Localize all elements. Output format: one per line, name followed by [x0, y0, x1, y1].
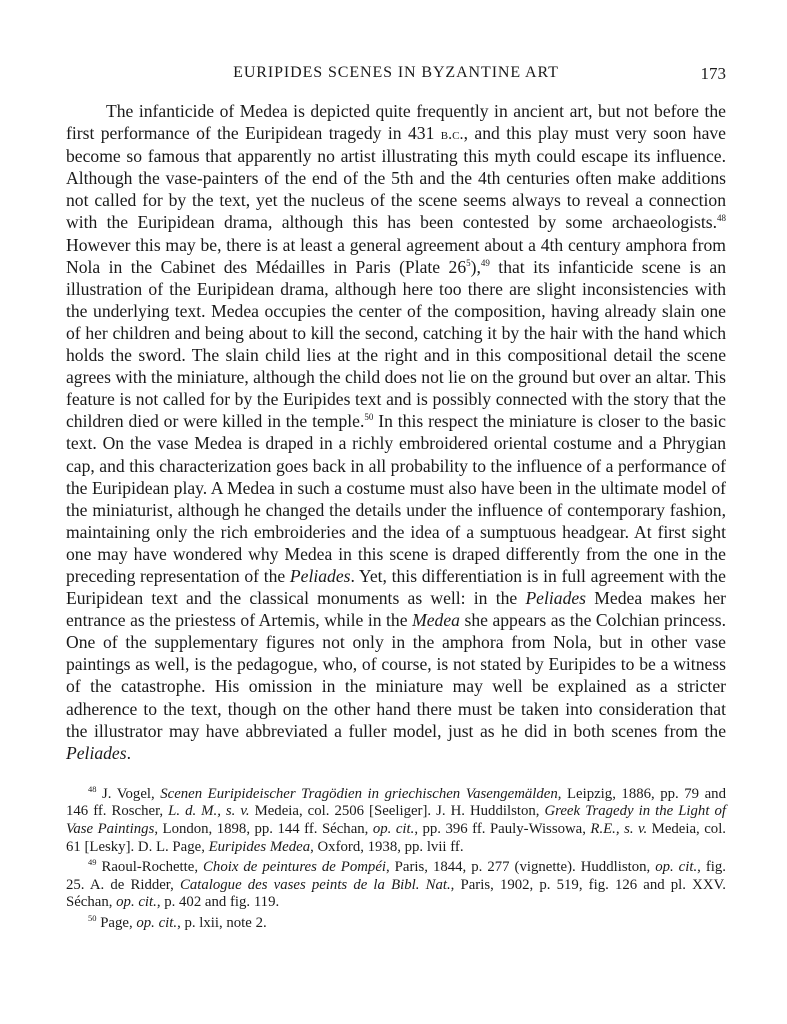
bc-abbrev: b.c.	[440, 125, 464, 144]
footnote-49: $^{49}$ Raoul-Rochette, Choix de peintures de Pompéi, Paris, 1844, p. 277 (vignette). Huddliston, op. cit., fig. 25. A. de Ridder, Catalogue des vases peints de la Bibl. Nat., Paris, 1902, p. 519, fig. 126 and pl. XXV. Séchan, op. cit., p. 402 and fig. 119.	[66, 857, 726, 911]
footnote-ref-49[interactable]: 49	[480, 257, 490, 268]
footnote-48: $^{48}$ J. Vogel, Scenen Euripideischer Tragödien in griechischen Vasengemälden, Leipzig, 1886, pp. 79 and 146 ff. Roscher, L. d. M., s. v. Medeia, col. 2506 [Seeliger]. J. H. Huddilston, Greek Tragedy in the Light of Vase Paintings, London, 1898, pp. 144 ff. Séchan, op. cit., pp. 396 ff. Pauly-Wissowa, R.E., s. v. Medeia, col. 61 [Lesky]. D. L. Page, Euripides Medea, Oxford, 1938, pp. lvii ff.	[66, 783, 726, 855]
title-peliades: Peliades	[525, 588, 587, 609]
plate-superscript: 5	[466, 257, 471, 268]
title-peliades: Peliades	[66, 742, 127, 763]
page-header	[66, 64, 726, 90]
footnote-ref-48[interactable]: 48	[717, 213, 726, 224]
title-medea: Medea	[412, 610, 460, 631]
page	[66, 64, 726, 936]
footnotes	[66, 783, 726, 933]
footnote-ref-50[interactable]: 50	[364, 412, 374, 423]
running-head: EURIPIDES SCENES IN BYZANTINE ART	[233, 64, 559, 81]
title-peliades: Peliades	[289, 565, 351, 586]
footnote-50: $^{50}$ Page, op. cit., p. lxii, note 2.	[88, 912, 267, 931]
body-paragraph: The infanticide of Medea is depicted quite frequently in ancient art, but not before the first performance of the Euripidean tragedy in 431 b.c., and this play must very soon have become so famous that apparently no artist illustrating this myth could escape its influence. Although the vase-painters of the end of the 5th and the 4th centuries often make additions not called for by the text, yet the nucleus of the scene seems always to reveal a connection with the Euripidean drama, although this has been contested by some archaeologists.$^{48}$ However this may be, there is at least a general agreement about a 4th century amphora from Nola in the Cabinet des Médailles in Paris (Plate $26^5),^{49}$ that its infanticide scene is an illustration of the Euripidean drama, although here too there are slight inconsistencies with the underlying text. Medea occupies the center of the composition, having already slain one of her children and being about to kill the second, catching it by the hair with the hand which holds the sword. The slain child lies at the right and in this compositional detail the scene agrees with the miniature, although the child does not lie on the ground but over an altar. This feature is not called for by the Euripides text and is possibly connected with the story that the children died or were killed in the temple.$^{50}$ In this respect the miniature is closer to the basic text. On the vase Medea is draped in a richly embroidered oriental costume and a Phrygian cap, and this characterization goes back in all probability to the influence of a performance of the Euripidean play. A Medea in such a costume must also have been in the ultimate model of the miniaturist, although he changed the details under the influence of contemporary fashion, maintaining only the rich embroideries and the idea of a sumptuous headgear. At first sight one may have wondered why Medea in this scene is draped differently from the one in the preceding representation of the Peliades. Yet, this differentiation is in full agreement with the Euripidean text and the classical monuments as well: in the Peliades Medea makes her entrance as the priestess of Artemis, while in the Medea she appears as the Colchian princess. One of the supplementary figures not only in the amphora from Nola, but in other vase paintings as well, is the pedagogue, who, of course, is not stated by Euripides to be a witness of the catastrophe. His omission in the miniature may well be explained as a stricter adherence to the text, though on the other hand there must be taken into consideration that the illustrator may have abbreviated a fuller model, just as he did in both scenes from the Peliades.	[66, 101, 726, 763]
page-number: 173	[700, 64, 726, 83]
